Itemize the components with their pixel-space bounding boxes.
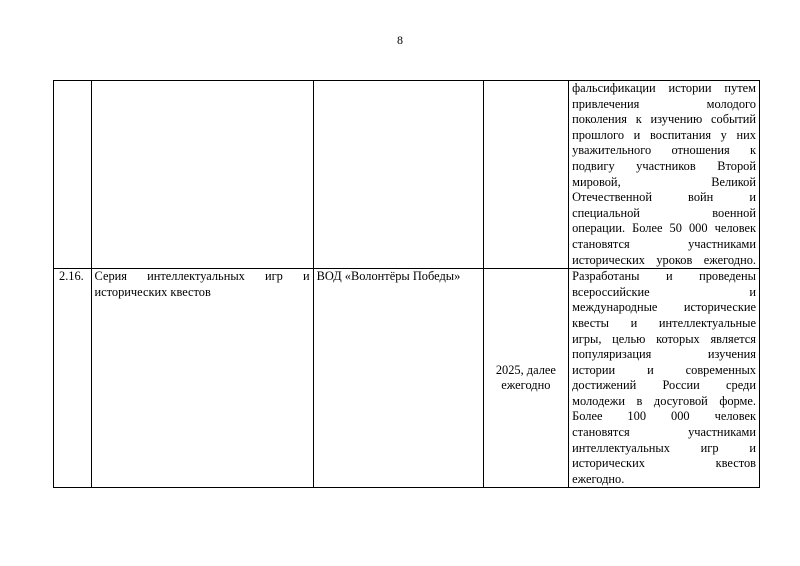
- result-line: исторических уроков ежегодно.: [572, 252, 756, 267]
- table-row: [54, 81, 760, 269]
- result-line: истории и современных: [572, 362, 756, 377]
- result-line: интеллектуальных игр и: [572, 440, 756, 455]
- result-line: Разработаны и проведены: [572, 269, 756, 284]
- result-line: игры, целью которых является: [572, 331, 756, 346]
- cell-executor: ВОД «Волонтёры Победы»: [313, 269, 483, 488]
- result-line: всероссийские и: [572, 284, 756, 299]
- cell-number: 2.16.: [54, 269, 92, 488]
- result-line: операции. Более 50 000 человек: [572, 221, 756, 236]
- result-line: квесты и интеллектуальные: [572, 315, 756, 330]
- result-line: достижений России среди: [572, 378, 756, 393]
- cell-event-name: Серия интеллектуальных игр и исторических квестов: [91, 269, 313, 488]
- cell-event-name: [91, 81, 313, 269]
- result-line: уважительного отношения к: [572, 143, 756, 158]
- result-line: прошлого и воспитания у них: [572, 127, 756, 142]
- result-line: исторических квестов: [572, 456, 756, 471]
- result-line: становятся участниками: [572, 425, 756, 440]
- cell-deadline: [483, 81, 569, 269]
- cell-result: [569, 269, 760, 488]
- result-line: международные исторические: [572, 300, 756, 315]
- plan-table: [53, 80, 760, 488]
- result-line: специальной военной: [572, 205, 756, 220]
- result-line: поколения к изучению событий: [572, 112, 756, 127]
- result-line: популяризация изучения: [572, 347, 756, 362]
- result-line: привлечения молодого: [572, 96, 756, 111]
- result-line: мировой, Великой: [572, 174, 756, 189]
- cell-deadline: 2025, далее ежегодно: [483, 269, 569, 488]
- result-line: фальсификации истории путем: [572, 81, 756, 95]
- cell-result: [569, 81, 760, 269]
- cell-number: [54, 81, 92, 269]
- cell-executor: [313, 81, 483, 269]
- result-line: подвигу участников Второй: [572, 158, 756, 173]
- result-line: Отечественной войн и: [572, 190, 756, 205]
- result-line: ежегодно.: [572, 471, 625, 486]
- result-line: молодежи в досуговой форме.: [572, 393, 756, 408]
- page-number: 8: [397, 33, 403, 47]
- result-line: становятся участниками: [572, 236, 756, 251]
- result-line: Более 100 000 человек: [572, 409, 756, 424]
- table-row: [54, 269, 760, 488]
